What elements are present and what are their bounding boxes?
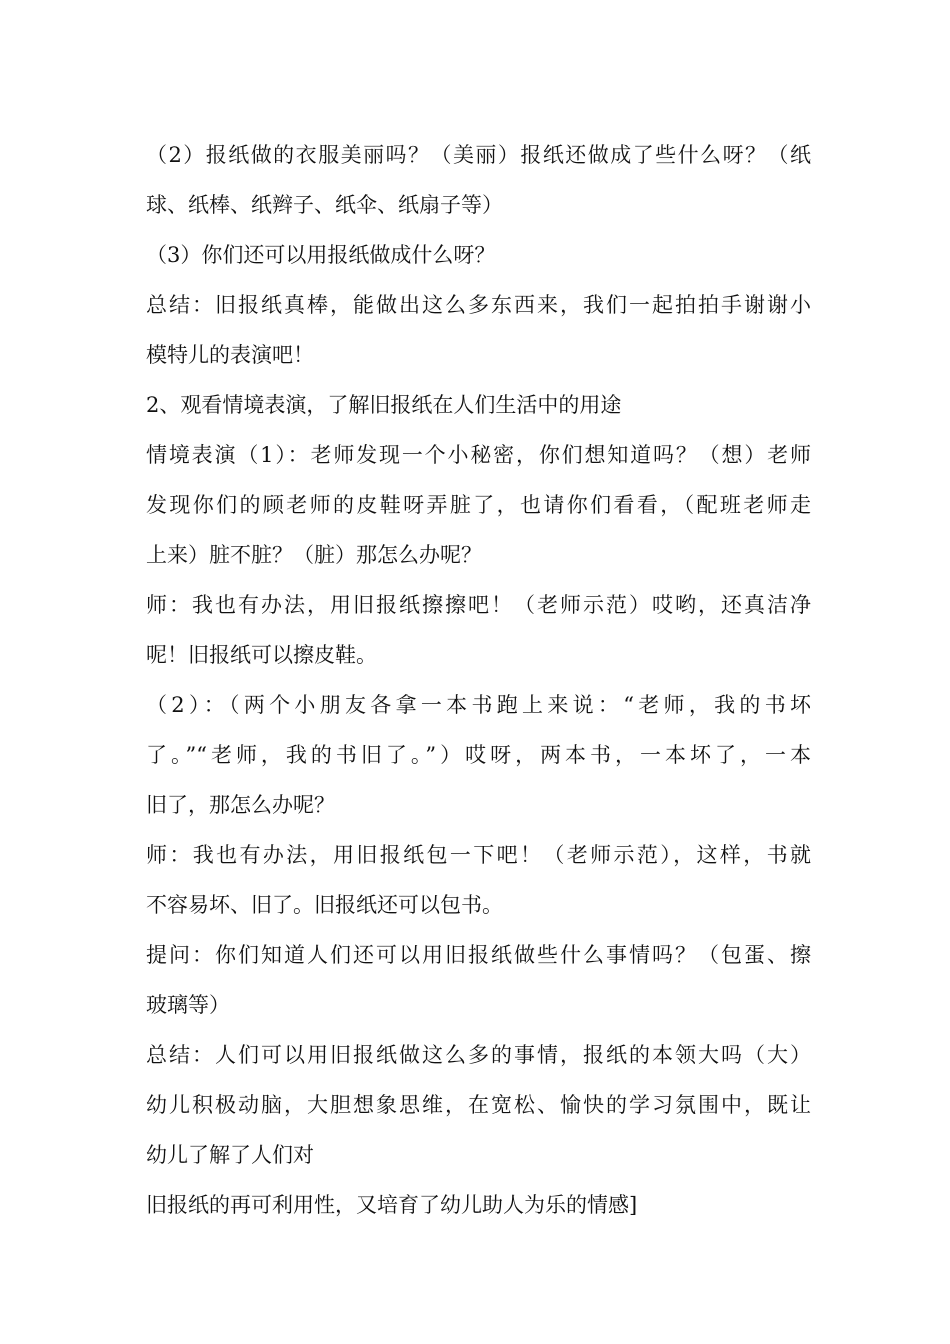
text-line: 球、纸棒、纸辫子、纸伞、纸扇子等） [146,193,503,217]
text-line: 幼儿积极动脑，大胆想象思维，在宽松、愉快的学习氛围中，既让 [146,1093,811,1117]
text-line: 旧了，那怎么办呢？ [146,793,335,817]
text-line: 上来）脏不脏？（脏）那怎么办呢？ [146,543,482,567]
text-line: （2）报纸做的衣服美丽吗？（美丽）报纸还做成了些什么呀？（纸 [146,143,811,167]
text-line: 情境表演（1）：老师发现一个小秘密，你们想知道吗？（想）老师 [146,443,811,467]
text-line: 总结：人们可以用旧报纸做这么多的事情，报纸的本领大吗（大） [146,1043,811,1067]
text-line: 旧报纸的再可利用性，又培育了幼儿助人为乐的情感] [146,1193,638,1217]
text-line: 幼儿了解了人们对 [146,1143,314,1167]
text-line: 了。”“老师，我的书旧了。”）哎呀，两本书，一本坏了，一本 [146,743,811,767]
text-line: 模特儿的表演吧！ [146,343,314,367]
text-line: 总结：旧报纸真棒，能做出这么多东西来，我们一起拍拍手谢谢小 [146,293,811,317]
section-heading: 2、观看情境表演，了解旧报纸在人们生活中的用途 [146,393,622,417]
text-line: （2）：（两个小朋友各拿一本书跑上来说：“老师，我的书坏 [146,693,811,717]
text-line: （3）你们还可以用报纸做成什么呀？ [146,243,496,267]
text-line: 发现你们的顾老师的皮鞋呀弄脏了，也请你们看看，（配班老师走 [146,493,811,517]
text-line: 呢！旧报纸可以擦皮鞋。 [146,643,377,667]
document-body [146,130,811,1230]
text-line: 玻璃等） [146,993,230,1017]
text-line: 不容易坏、旧了。旧报纸还可以包书。 [146,893,503,917]
text-line: 师：我也有办法，用旧报纸包一下吧！（老师示范），这样，书就 [146,843,811,867]
text-line: 师：我也有办法，用旧报纸擦擦吧！（老师示范）哎哟，还真洁净 [146,593,811,617]
text-line: 提问：你们知道人们还可以用旧报纸做些什么事情吗？（包蛋、擦 [146,943,811,967]
